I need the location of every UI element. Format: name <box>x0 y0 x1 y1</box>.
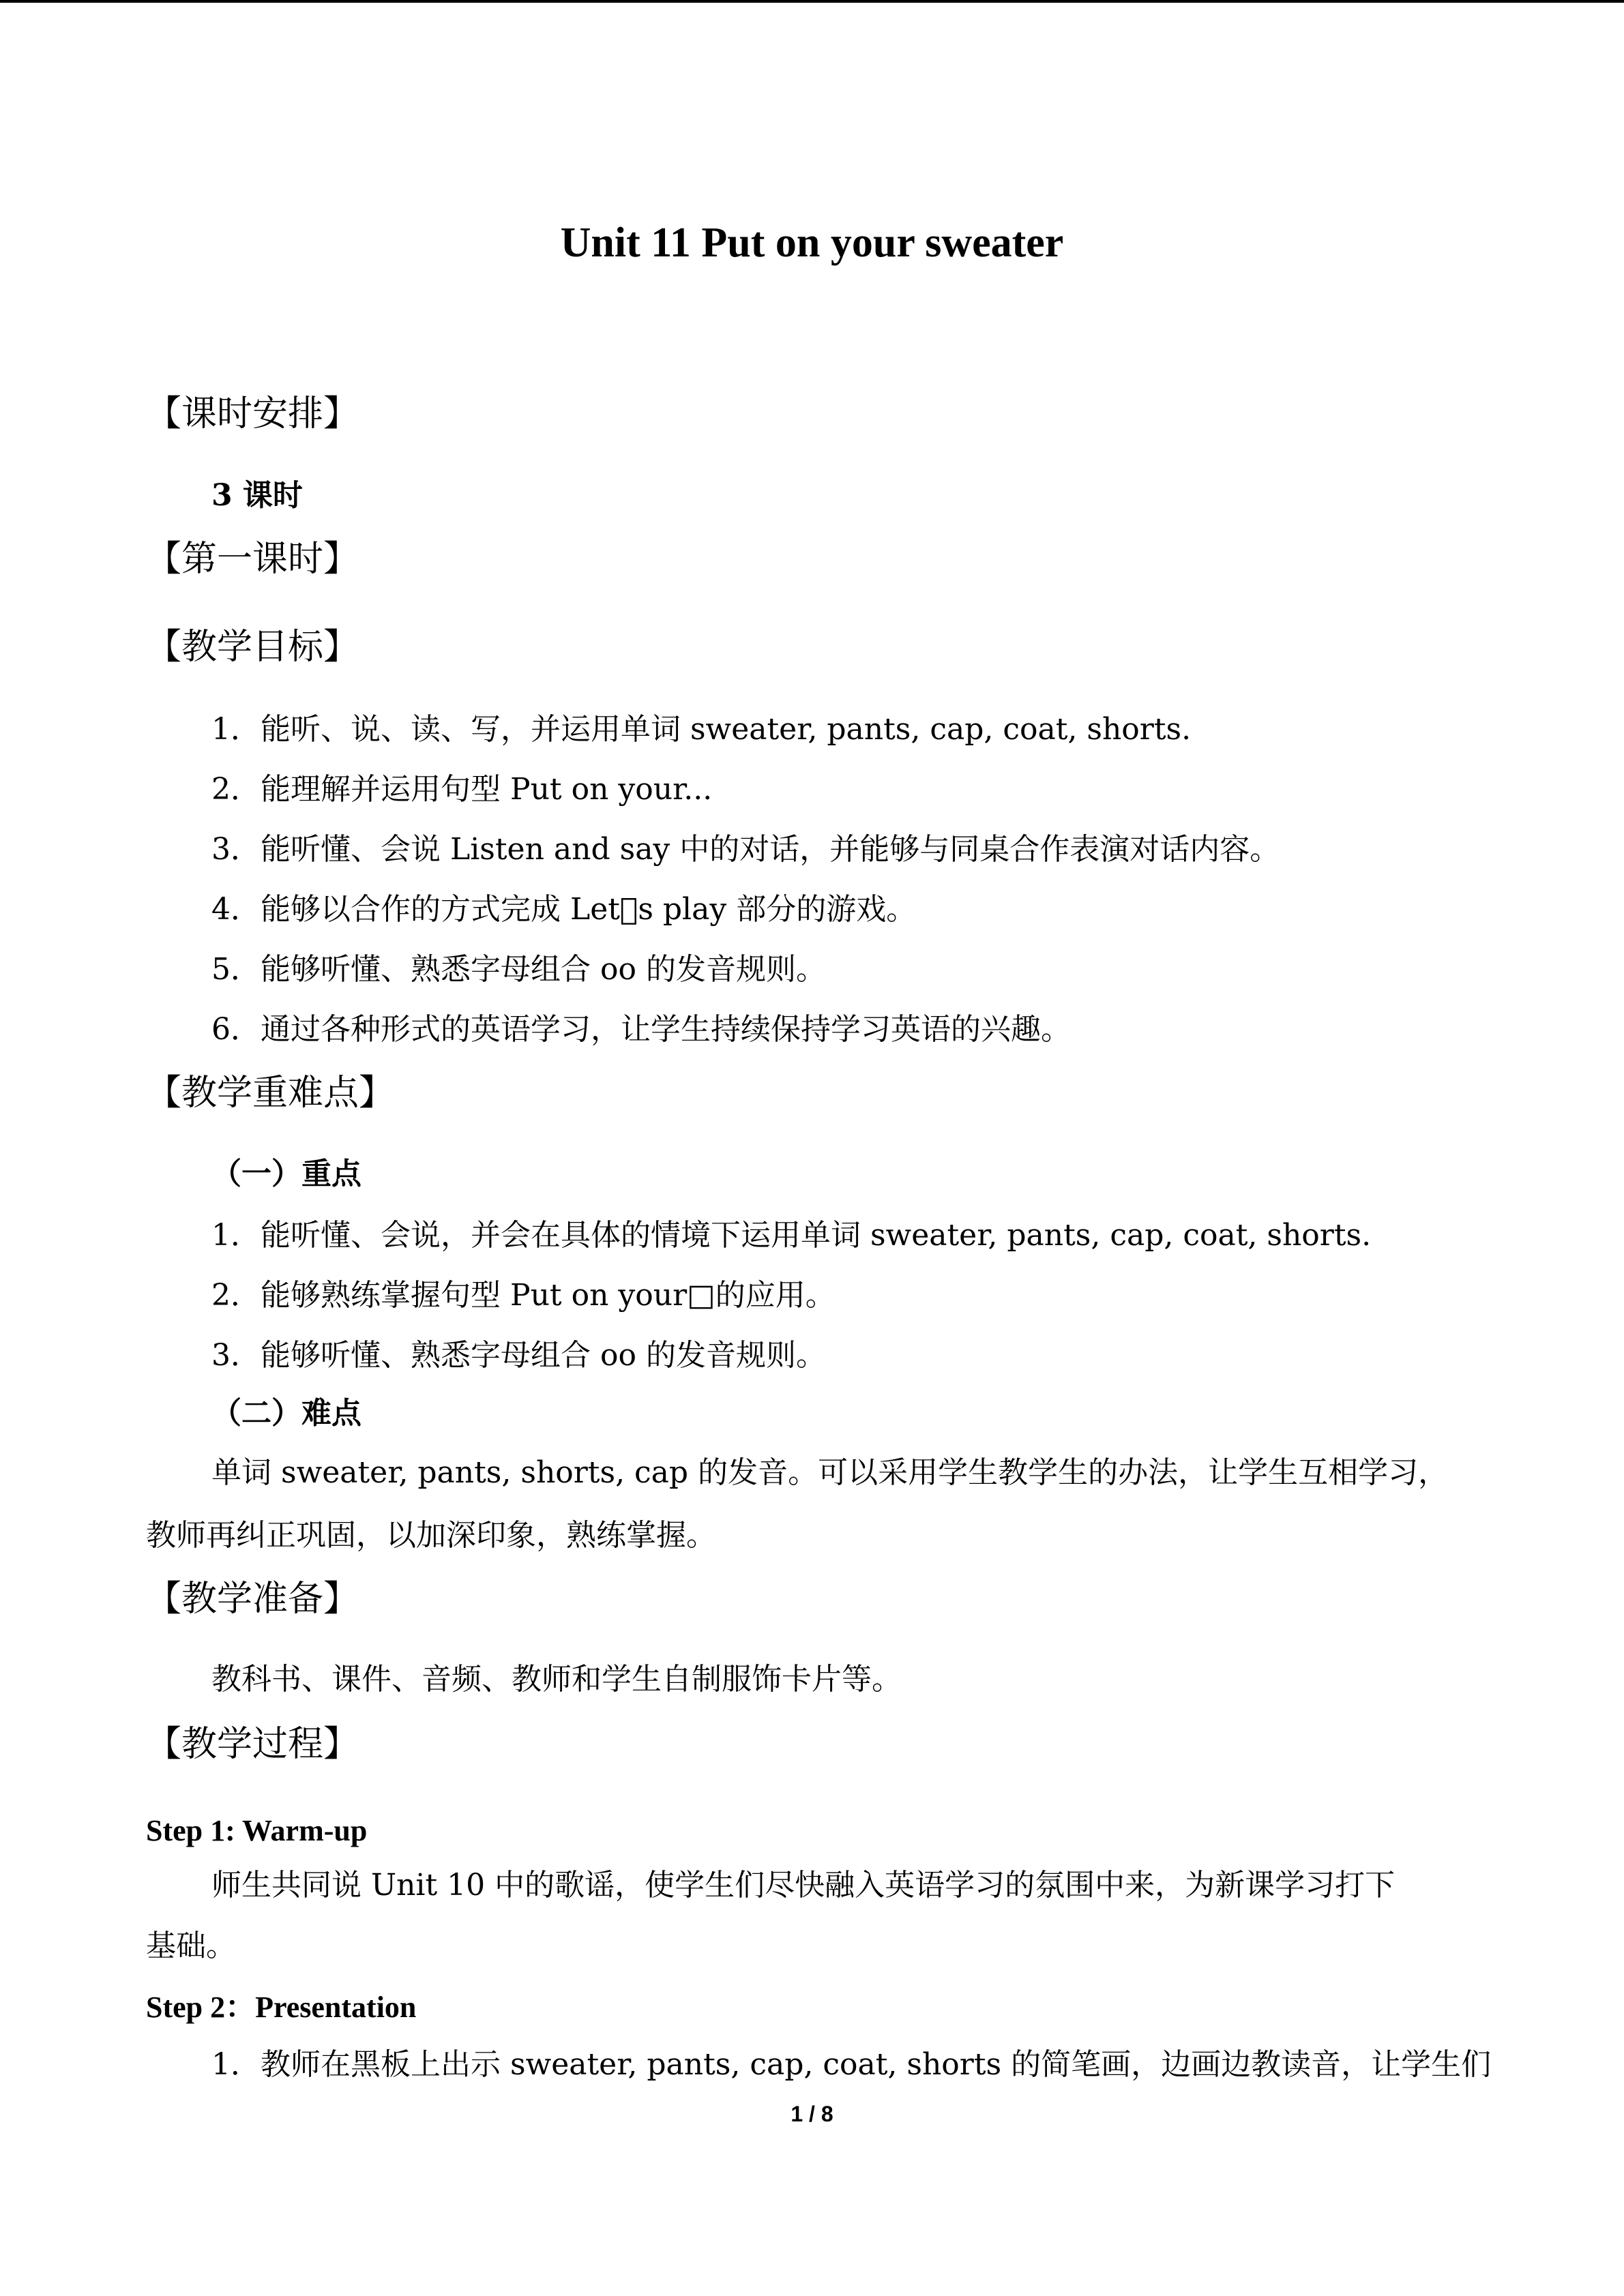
objective-item: 5．能够听懂、熟悉字母组合 oo 的发音规则。 <box>211 952 826 987</box>
step1-title: Step 1: Warm-up <box>146 1814 368 1847</box>
difficulty-text-line: 单词 sweater, pants, shorts, cap 的发音。可以采用学生教学生的办法，让学生互相学习， <box>211 1455 1449 1490</box>
focus-label: （一）重点 <box>211 1157 361 1191</box>
objective-item: 1．能听、说、读、写，并运用单词 sweater, pants, cap, coat, shorts. <box>211 712 1192 747</box>
objective-item: 3．能听懂、会说 Listen and say 中的对话，并能够与同桌合作表演对话内容。 <box>211 832 1280 867</box>
step2-text-line: 1．教师在黑板上出示 sweater, pants, cap, coat, shorts 的简笔画，边画边教读音，让学生们 <box>211 2047 1492 2082</box>
process-heading: 【教学过程】 <box>146 1724 359 1765</box>
preparation-heading: 【教学准备】 <box>146 1579 359 1620</box>
document-title: Unit 11 Put on your sweater <box>560 220 1064 266</box>
preparation-content: 教科书、课件、音频、教师和学生自制服饰卡片等。 <box>211 1662 902 1697</box>
step2-title: Step 2：Presentation <box>146 1991 417 2024</box>
objectives-heading: 【教学目标】 <box>146 627 359 668</box>
objective-item: 4．能够以合作的方式完成 Let s play 部分的游戏。 <box>211 892 917 927</box>
step1-text-line: 师生共同说 Unit 10 中的歌谣，使学生们尽快融入英语学习的氛围中来，为新课学习打下 <box>211 1868 1396 1903</box>
objective-item: 6．通过各种形式的英语学习，让学生持续保持学习英语的兴趣。 <box>211 1012 1071 1047</box>
page-number: 1 / 8 <box>791 2102 833 2126</box>
focus-item: 2．能够熟练掌握句型 Put on your□的应用。 <box>211 1278 836 1313</box>
step1-text-line: 基础。 <box>146 1928 236 1963</box>
lesson1-heading: 【第一课时】 <box>146 539 359 580</box>
key-points-heading: 【教学重难点】 <box>146 1073 395 1114</box>
focus-item: 3．能够听懂、熟悉字母组合 oo 的发音规则。 <box>211 1338 826 1373</box>
difficulty-text-line: 教师再纠正巩固，以加深印象，熟练掌握。 <box>146 1518 716 1553</box>
difficulty-label: （二）难点 <box>211 1396 361 1431</box>
schedule-content: 3 课时 <box>211 478 303 513</box>
objective-item: 2．能理解并运用句型 Put on your... <box>211 772 713 807</box>
focus-item: 1．能听懂、会说，并会在具体的情境下运用单词 sweater, pants, cap, coat, shorts. <box>211 1218 1372 1253</box>
schedule-heading: 【课时安排】 <box>146 393 359 434</box>
